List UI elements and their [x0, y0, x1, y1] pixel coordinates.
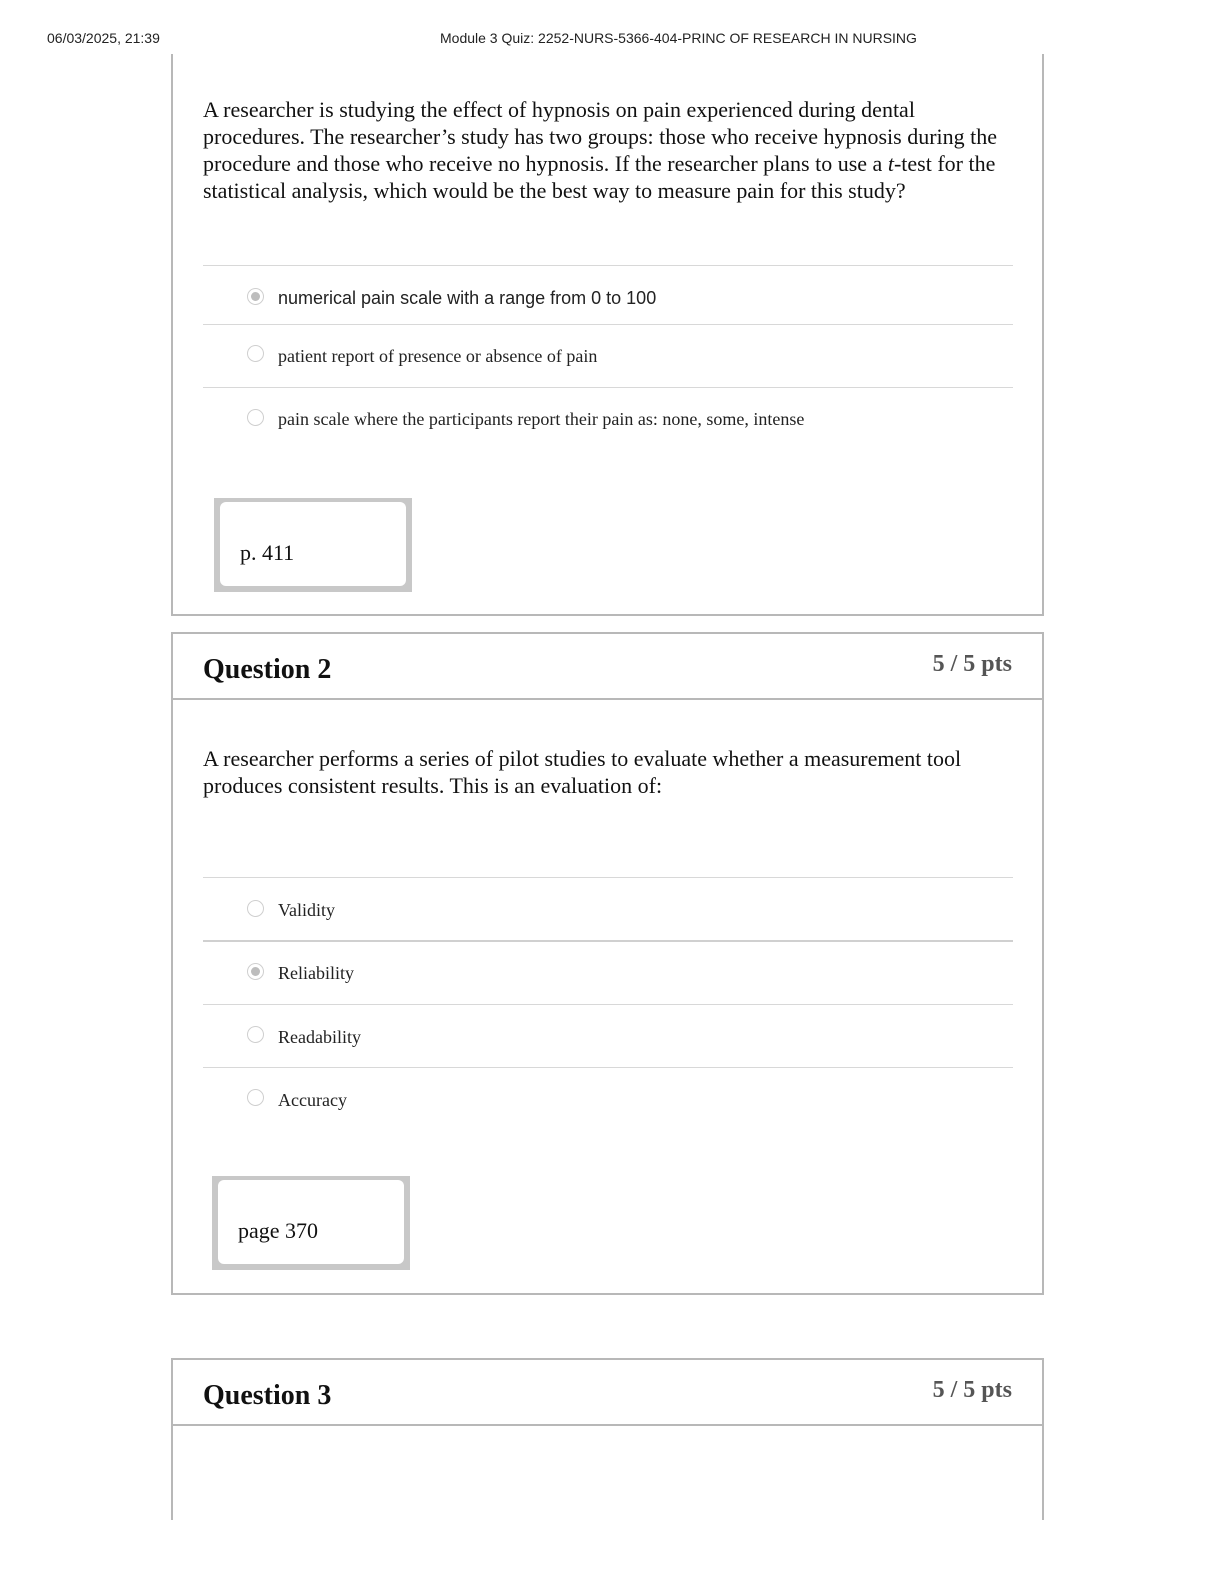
print-page-title: Module 3 Quiz: 2252-NURS-5366-404-PRINC OF RESEARCH IN NURSING: [440, 30, 917, 46]
question-1-text: A researcher is studying the effect of hypnosis on pain experienced during dental procedures. The researcher’s study has two groups: those who receive hypnosis during the procedure and those who receive no hypnosis. If the researcher plans to use a t-test for the statistical analysis, which would be the best way to measure pain for this study?: [203, 97, 998, 203]
question-2-answers: [203, 877, 1013, 1130]
question-title: Question 2: [203, 654, 332, 685]
answer-label: patient report of presence or absence of pain: [278, 346, 598, 366]
answer-option[interactable]: [203, 265, 1013, 324]
question-header: [173, 1360, 1042, 1426]
question-2-text: A researcher performs a series of pilot studies to evaluate whether a measurement tool produces consistent results. This is an evaluation of:: [203, 746, 962, 798]
question-1-answers: [203, 265, 1013, 450]
question-card-1: [171, 54, 1044, 616]
answer-option[interactable]: [203, 877, 1013, 940]
answer-label: numerical pain scale with a range from 0 to 100: [278, 288, 657, 308]
question-card-2: [171, 632, 1044, 1295]
answer-label: pain scale where the participants report their pain as: none, some, intense: [278, 409, 805, 429]
radio-icon[interactable]: [247, 900, 264, 917]
radio-icon[interactable]: [247, 1026, 264, 1043]
answer-label: Readability: [278, 1027, 361, 1047]
question-points: 5 / 5 pts: [932, 1377, 1012, 1403]
answer-option[interactable]: [203, 324, 1013, 387]
print-datetime: 06/03/2025, 21:39: [47, 30, 160, 46]
radio-icon[interactable]: [247, 1089, 264, 1106]
radio-icon[interactable]: [247, 409, 264, 426]
radio-selected-icon[interactable]: [247, 288, 264, 305]
answer-label: Accuracy: [278, 1090, 347, 1110]
question-title: Question 3: [203, 1380, 332, 1411]
radio-selected-icon[interactable]: [247, 963, 264, 980]
answer-comment: [214, 498, 412, 592]
radio-icon[interactable]: [247, 345, 264, 362]
answer-label: Reliability: [278, 963, 354, 983]
comment-text: p. 411: [240, 540, 295, 565]
answer-label: Validity: [278, 900, 335, 920]
answer-option[interactable]: [203, 1004, 1013, 1067]
answer-option[interactable]: [203, 940, 1013, 1004]
answer-comment: [212, 1176, 410, 1270]
answer-option[interactable]: [203, 1067, 1013, 1130]
answer-option[interactable]: [203, 387, 1013, 450]
question-card-3: [171, 1358, 1044, 1520]
question-points: 5 / 5 pts: [932, 651, 1012, 677]
comment-text: page 370: [238, 1218, 319, 1243]
question-header: [173, 634, 1042, 700]
